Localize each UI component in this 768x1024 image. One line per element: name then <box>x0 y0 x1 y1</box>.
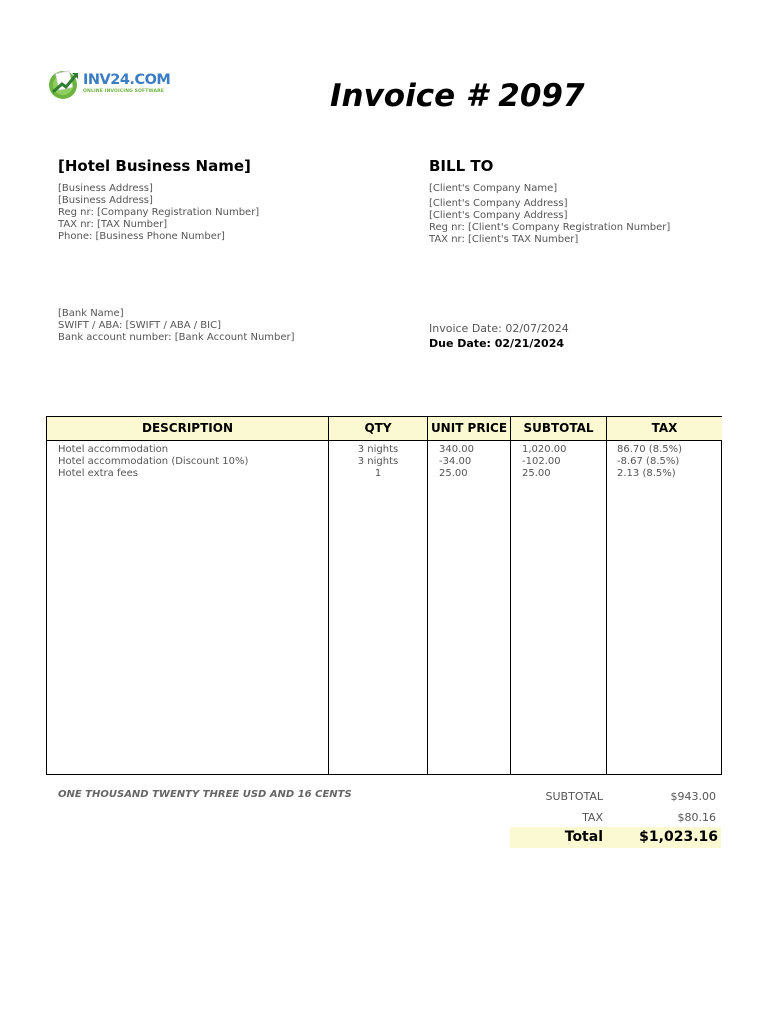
logo-tagline: ONLINE INVOICING SOFTWARE <box>83 89 164 94</box>
table-row-qty: 3 nights <box>357 456 399 467</box>
qty-header: QTY <box>329 417 427 441</box>
table-row-tax: 2.13 (8.5%) <box>617 468 676 479</box>
total-label: Total <box>564 829 603 845</box>
description-header: DESCRIPTION <box>47 417 328 441</box>
subtotal-label: SUBTOTAL <box>545 790 603 803</box>
subtotal-column <box>511 417 607 774</box>
table-row-qty: 3 nights <box>357 444 399 455</box>
table-row-tax: 86.70 (8.5%) <box>617 444 683 455</box>
bank-name: [Bank Name] <box>58 308 124 319</box>
unit-price-column <box>428 417 511 774</box>
table-row-subtotal: 1,020.00 <box>522 444 567 455</box>
logo-name: INV24.COM <box>83 72 171 88</box>
table-row-subtotal: -102.00 <box>522 456 561 467</box>
qty-column <box>329 417 428 774</box>
invoice-date: Invoice Date: 02/07/2024 <box>429 322 569 335</box>
amount-in-words: ONE THOUSAND TWENTY THREE USD AND 16 CENTS <box>58 789 352 800</box>
due-date: Due Date: 02/21/2024 <box>429 337 565 350</box>
business-reg-nr: Reg nr: [Company Registration Number] <box>58 207 260 218</box>
table-row-subtotal: 25.00 <box>522 468 551 479</box>
business-tax-nr: TAX nr: [TAX Number] <box>58 219 168 230</box>
table-row-description: Hotel accommodation (Discount 10%) <box>58 456 249 467</box>
bank-swift: SWIFT / ABA: [SWIFT / ABA / BIC] <box>58 320 221 331</box>
logo-icon <box>47 67 81 101</box>
tax-value: $80.16 <box>677 811 716 824</box>
table-row-unit-price: -34.00 <box>439 456 472 467</box>
tax-column <box>607 417 722 774</box>
unit-price-header: UNIT PRICE <box>428 417 510 441</box>
table-row-unit-price: 340.00 <box>439 444 474 455</box>
business-address-1: [Business Address] <box>58 183 153 194</box>
table-row-unit-price: 25.00 <box>439 468 468 479</box>
business-details <box>58 183 259 243</box>
table-row-description: Hotel accommodation <box>58 444 169 455</box>
bank-details <box>58 308 295 344</box>
subtotal-value: $943.00 <box>670 790 716 803</box>
client-tax-nr: TAX nr: [Client's TAX Number] <box>429 234 579 245</box>
bill-to-heading: BILL TO <box>429 157 494 175</box>
table-row-tax: -8.67 (8.5%) <box>617 456 680 467</box>
total-value: $1,023.16 <box>639 829 718 845</box>
items-table <box>46 416 722 775</box>
client-company-name: [Client's Company Name] <box>429 183 558 194</box>
business-name: [Hotel Business Name] <box>58 157 251 175</box>
invoice-title: Invoice # 2097 <box>330 78 585 114</box>
description-column <box>47 417 329 774</box>
bank-account-number: Bank account number: [Bank Account Number] <box>58 332 295 343</box>
client-details <box>429 183 670 246</box>
table-row-qty: 1 <box>374 468 382 479</box>
client-address-1: [Client's Company Address] <box>429 198 568 209</box>
business-phone: Phone: [Business Phone Number] <box>58 231 225 242</box>
tax-label: TAX <box>582 811 603 824</box>
table-row-description: Hotel extra fees <box>58 468 138 479</box>
tax-header: TAX <box>607 417 722 441</box>
client-reg-nr: Reg nr: [Client's Company Registration Number] <box>429 222 671 233</box>
subtotal-header: SUBTOTAL <box>511 417 606 441</box>
company-logo <box>47 67 171 101</box>
business-address-2: [Business Address] <box>58 195 153 206</box>
client-address-2: [Client's Company Address] <box>429 210 568 221</box>
